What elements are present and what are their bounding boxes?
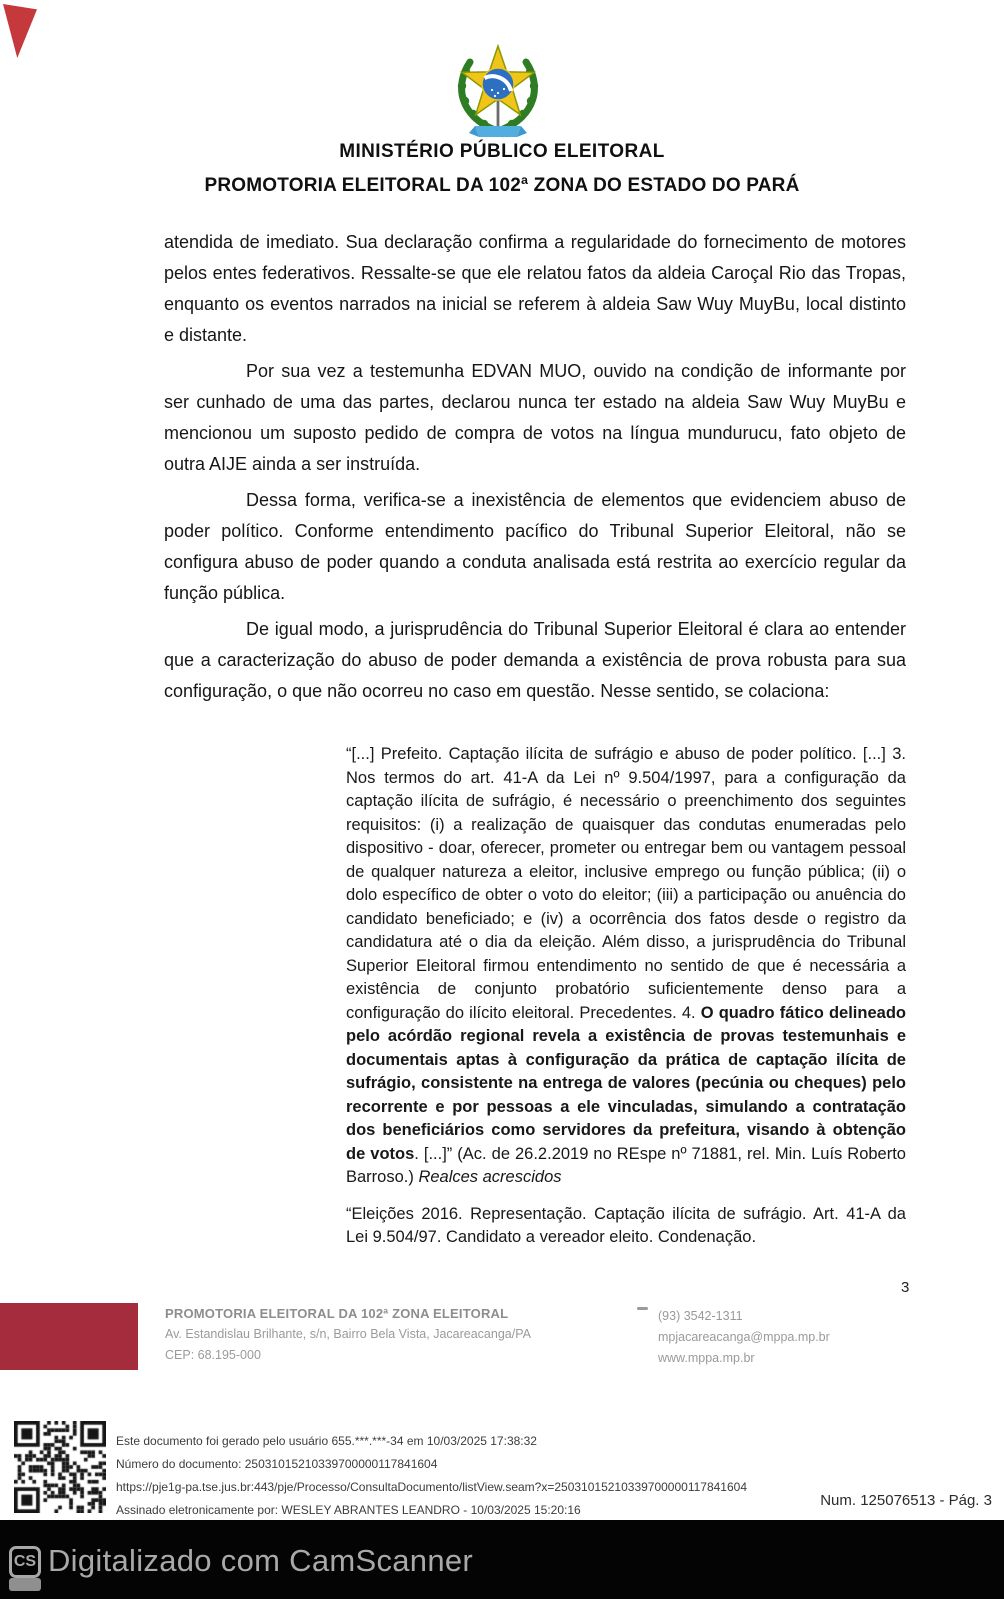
quote-paragraph: “Eleições 2016. Representação. Captação ilícita de sufrágio. Art. 41-A da Lei 9.504/97. Candidato a vereador eleito. Condenação. [346, 1204, 906, 1246]
body-paragraph: atendida de imediato. Sua declaração confirma a regularidade do fornecimento de motores pelos entes federativos. Ressalte-se que ele relatou fatos da aldeia Caroçal Rio das Tropas, enquanto os eventos narrados na inicial se referem à aldeia Saw Wuy MuyBu, local distinto e distante. [164, 232, 906, 345]
fineprint-signature-line: Assinado eletronicamente por: WESLEY ABRANTES LEANDRO - 10/03/2025 15:20:16 [116, 1503, 581, 1517]
org-title: MINISTÉRIO PÚBLICO ELEITORAL [339, 141, 665, 162]
fineprint-url-line: https://pje1g-pa.tse.jus.br:443/pje/Processo/ConsultaDocumento/listView.seam?x=25031015210339700000117841604 [116, 1480, 748, 1494]
footer-phone: (93) 3542-1311 [658, 1309, 743, 1323]
camscanner-badge-text: CS [13, 1553, 37, 1570]
body-paragraph: Por sua vez a testemunha EDVAN MUO, ouvido na condição de informante por ser cunhado de uma das partes, declarou nunca ter estado na aldeia Saw Wuy MuyBu e mencionou um suposto pedido de compra de votos na língua mundurucu, fato objeto de outra AIJE ainda a ser instruída. [164, 361, 906, 474]
signature-fineprint [116, 1430, 747, 1522]
page-number: 3 [901, 1279, 910, 1296]
quote-bold-text: O quadro fático delineado pelo acórdão regional revela a existência de provas testemunhais e documentais aptas à configuração da prática de captação ilícita de sufrágio, consistente na entrega de valores (pecúnia ou cheques) pelo recorrente e por pessoas a ele vinculadas, simulando a contratação dos beneficiários como servidores da prefeitura, visando à obtenção de votos [346, 1003, 906, 1163]
quote-paragraph [346, 743, 906, 1190]
footer-contact-info [658, 1306, 830, 1369]
document-reference: Num. 125076513 - Pág. 3 [820, 1492, 992, 1509]
camscanner-logo-icon [9, 1546, 41, 1578]
footer-office-info [165, 1303, 531, 1366]
red-corner-scan-artifact [3, 4, 37, 58]
quote-lead-text: “[...] Prefeito. Captação ilícita de sufrágio e abuso de poder político. [...] 3. Nos termos do art. 41-A da Lei nº 9.504/1997, para a configuração da captação ilícita de sufrágio, é necessário o preenchimento dos seguintes requisitos: (i) a realização de quaisquer das condutas enumeradas pelo dispositivo - doar, oferecer, prometer ou entregar bem ou vantagem pessoal de qualquer natureza a eleitor, inclusive emprego ou função pública; (ii) o dolo específico de obter o voto do eleitor; (iii) a participação ou anuência do candidato beneficiado; e (iv) a ocorrência dos fatos desde o registro da candidatura até o dia da eleição. Além disso, a jurisprudência do Tribunal Superior Eleitoral firmou entendimento no sentido de que é necessária a existência de conjunto probatório suficientemente denso para a configuração do ilícito eleitoral. Precedentes. 4. [346, 745, 906, 1022]
qr-code [14, 1421, 106, 1513]
body-paragraph: Dessa forma, verifica-se a inexistência de elementos que evidenciem abuso de poder político. Conforme entendimento pacífico do Tribunal Superior Eleitoral, não se configura abuso de poder quando a conduta analisada está restrita ao exercício regular da função pública. [164, 490, 906, 603]
case-law-quote-block [346, 743, 906, 1250]
footer-office-name: PROMOTORIA ELEITORAL DA 102ª ZONA ELEITORAL [165, 1306, 509, 1321]
footer-address: Av. Estandislau Brilhante, s/n, Bairro Bela Vista, Jacareacanga/PA [165, 1327, 531, 1341]
fineprint-doc-number-line: Número do documento: 25031015210339700000117841604 [116, 1457, 438, 1471]
footer-email: mpjacareacanga@mppa.mp.br [658, 1330, 830, 1344]
office-title: PROMOTORIA ELEITORAL DA 102ª ZONA DO ESTADO DO PARÁ [204, 175, 800, 196]
brazil-coat-of-arms-icon [448, 38, 548, 142]
footer-cep: CEP: 68.195-000 [165, 1348, 261, 1362]
footer-website: www.mppa.mp.br [658, 1351, 755, 1365]
camscanner-badge-tab [9, 1578, 41, 1591]
quote-tail-text: . [...]” (Ac. de 26.2.2019 no REspe nº 71881, rel. Min. Luís Roberto Barroso.) [346, 1144, 906, 1186]
quote-italic-note: Realces acrescidos [418, 1168, 562, 1186]
camscanner-bar [0, 1520, 1004, 1599]
phone-icon [637, 1307, 648, 1310]
document-body [164, 227, 906, 1250]
fineprint-generated-line: Este documento foi gerado pelo usuário 655.***.***-34 em 10/03/2025 17:38:32 [116, 1434, 537, 1448]
camscanner-label: Digitalizado com CamScanner [48, 1543, 474, 1578]
footer-red-block [0, 1303, 138, 1370]
body-paragraph: De igual modo, a jurisprudência do Tribunal Superior Eleitoral é clara ao entender que a caracterização do abuso de poder demanda a existência de prova robusta para sua configuração, o que não ocorreu no caso em questão. Nesse sentido, se colaciona: [164, 619, 906, 701]
